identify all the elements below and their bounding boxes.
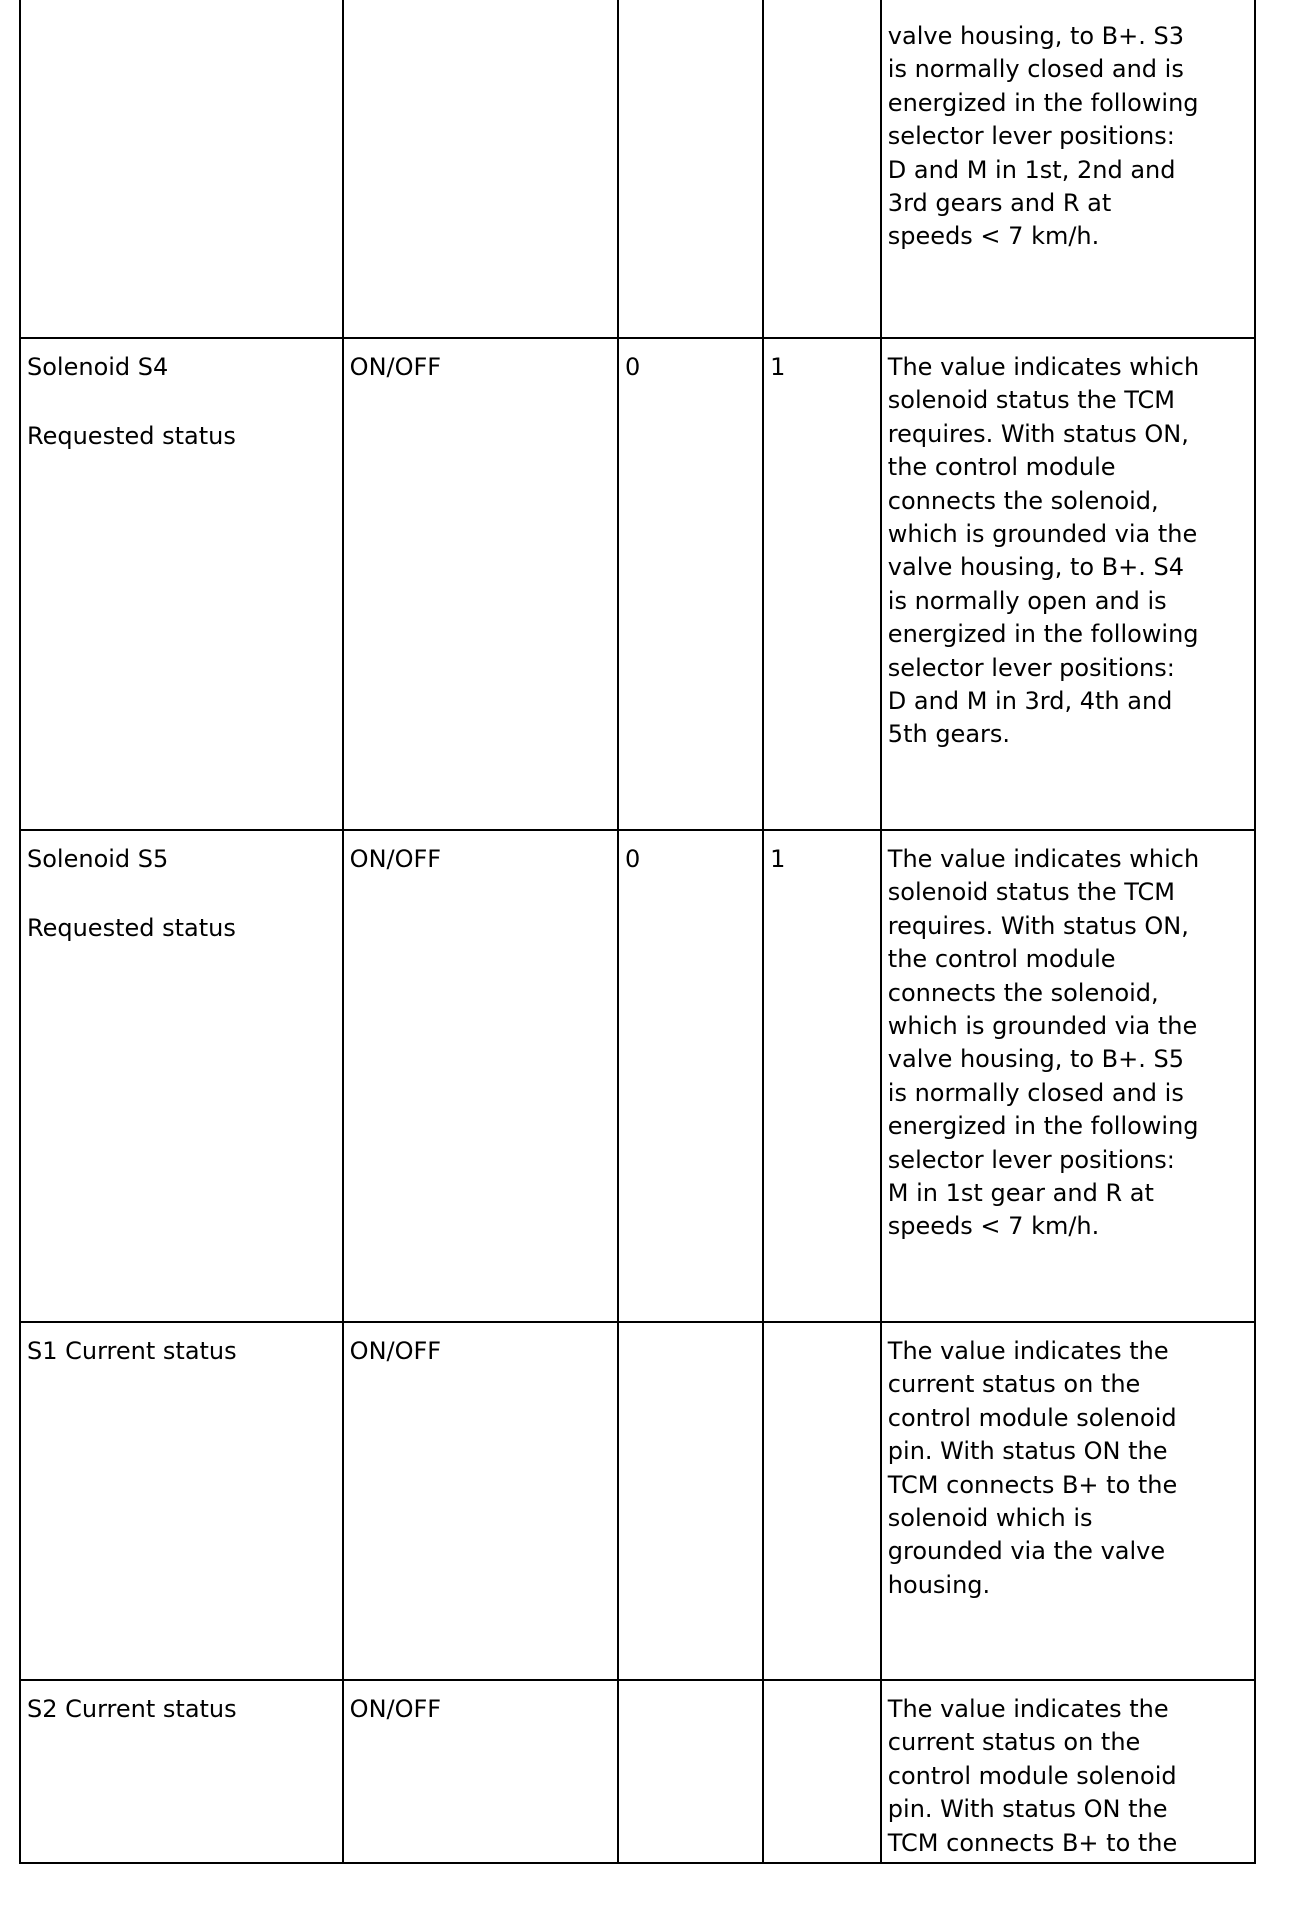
unit-cell (343, 0, 618, 338)
description-cell: The value indicates the current status on the control module solenoid pin. With status ON the TCM connects B+ to the (881, 1680, 1255, 1863)
parameter-cell (20, 338, 343, 830)
max-cell: 1 (763, 338, 881, 830)
parameter-name: S2 Current status (27, 1695, 237, 1723)
parameter-name: S1 Current status (27, 1337, 237, 1365)
description-cell: The value indicates which solenoid status the TCM requires. With status ON, the control module connects the solenoid, which is grounded via the valve housing, to B+. S5 is normally closed and is energized in the following selector lever positions: M in 1st gear and R at speeds < 7 km/h. (881, 830, 1255, 1322)
parameter-cell (20, 830, 343, 1322)
min-cell (618, 0, 763, 338)
max-cell (763, 1680, 881, 1863)
parameter-name: Solenoid S5 (27, 845, 169, 873)
max-cell (763, 1322, 881, 1680)
parameter-cell (20, 0, 343, 338)
max-cell: 1 (763, 830, 881, 1322)
unit-cell: ON/OFF (343, 1322, 618, 1680)
description-cell: valve housing, to B+. S3 is normally closed and is energized in the following selector lever positions: D and M in 1st, 2nd and 3rd gears and R at speeds < 7 km/h. (881, 0, 1255, 338)
table-row (20, 0, 1255, 338)
unit-cell: ON/OFF (343, 338, 618, 830)
min-cell: 0 (618, 830, 763, 1322)
table-row (20, 1322, 1255, 1680)
parameter-subtitle: Requested status (27, 914, 236, 943)
unit-cell: ON/OFF (343, 830, 618, 1322)
table-row (20, 830, 1255, 1322)
parameter-name: Solenoid S4 (27, 353, 169, 381)
parameter-cell (20, 1680, 343, 1863)
min-cell (618, 1322, 763, 1680)
min-cell: 0 (618, 338, 763, 830)
min-cell (618, 1680, 763, 1863)
description-cell: The value indicates the current status on the control module solenoid pin. With status ON the TCM connects B+ to the solenoid which is grounded via the valve housing. (881, 1322, 1255, 1680)
solenoid-parameter-table (19, 0, 1256, 1864)
table-row (20, 1680, 1255, 1863)
description-cell: The value indicates which solenoid status the TCM requires. With status ON, the control module connects the solenoid, which is grounded via the valve housing, to B+. S4 is normally open and is energized in the following selector lever positions: D and M in 3rd, 4th and 5th gears. (881, 338, 1255, 830)
max-cell (763, 0, 881, 338)
table-row (20, 338, 1255, 830)
parameter-subtitle: Requested status (27, 422, 236, 451)
unit-cell: ON/OFF (343, 1680, 618, 1863)
parameter-cell (20, 1322, 343, 1680)
